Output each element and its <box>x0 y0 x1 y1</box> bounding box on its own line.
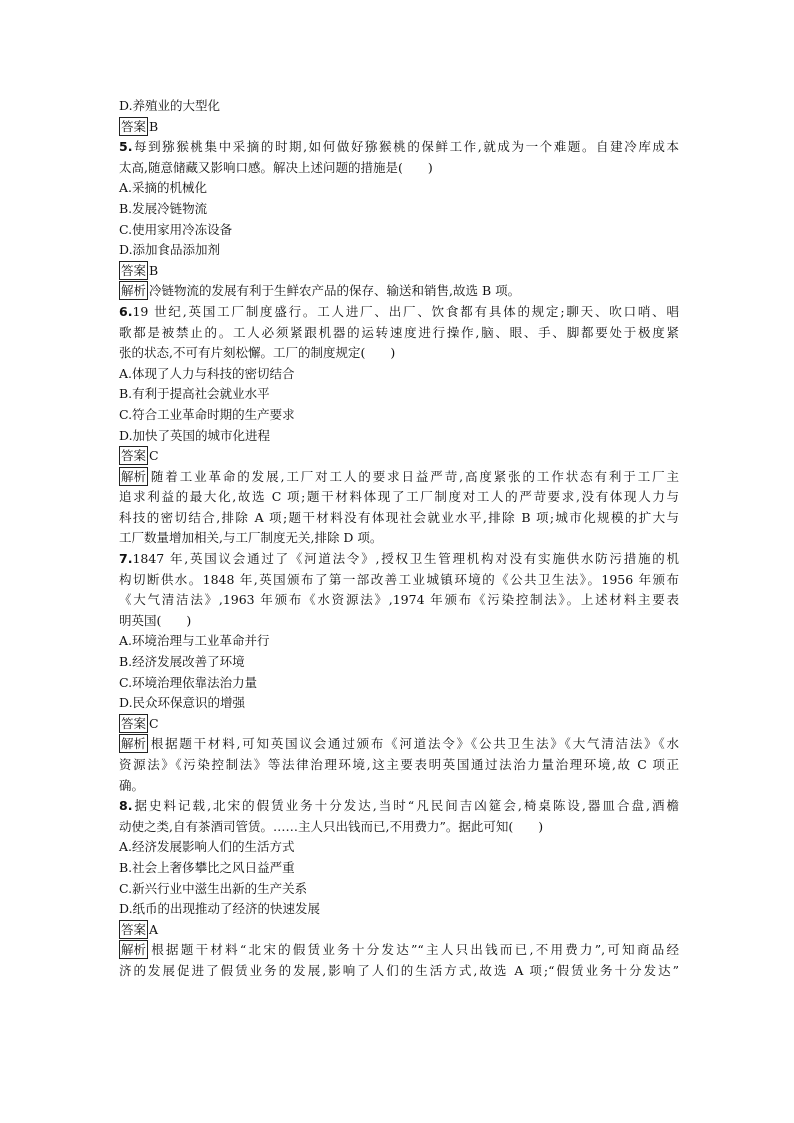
document-page <box>119 96 679 982</box>
question-7-line-2: 构切断供水。1848 年,英国颁布了第一部改善工业城镇环境的《公共卫生法》。1956 年颁布 <box>119 571 679 587</box>
question-7-line-3: 《大气清洁法》,1963 年颁布《水资源法》,1974 年颁布《污染控制法》。上述材料主要表 <box>119 592 679 608</box>
answer-tag: 答案 <box>121 262 147 278</box>
analysis-line: 解析 冷链物流的发展有利于生鲜农产品的保存、输送和销售,故选 B 项。 <box>121 283 521 299</box>
question-5-line-2: 太高,随意储藏又影响口感。解决上述问题的措施是( ) <box>119 159 433 175</box>
analysis-line: 解析 根据题干材料“北宋的假赁业务十分发达”“主人只出钱而已,不用费力”,可知商品经 <box>121 942 679 958</box>
option-d: D.养殖业的大型化 <box>119 98 221 113</box>
analysis-tag: 解析 <box>121 283 147 299</box>
option-b: B.发展冷链物流 <box>119 200 208 216</box>
analysis-line: 资源法》《污染控制法》等法律治理环境,这主要表明英国通过法治力量治理环境,故 C 项正 <box>119 757 679 772</box>
option-d: D.纸币的出现推动了经济的快速发展 <box>119 901 321 917</box>
option-b: B.经济发展改善了环境 <box>119 654 245 670</box>
question-6-line-2: 歌都是被禁止的。工人必须紧跟机器的运转速度进行操作,脑、眼、手、脚都要处于极度紧 <box>119 324 679 340</box>
question-6-line-1: 6.19 世纪,英国工厂制度盛行。工人进厂、出厂、饮食都有具体的规定;聊天、吹口哨、唱 <box>119 303 679 319</box>
option-a: A.环境治理与工业革命并行 <box>119 633 270 649</box>
question-8-line-1: 8.据史料记载,北宋的假赁业务十分发达,当时“凡民间吉凶筵会,椅桌陈设,器皿合盘,酒檐 <box>119 798 679 814</box>
option-c: C.符合工业革命时期的生产要求 <box>119 406 295 422</box>
option-c: C.新兴行业中滋生出新的生产关系 <box>119 880 308 896</box>
answer-value: C <box>149 715 159 731</box>
answer-value: A <box>149 921 159 937</box>
question-number: 7. <box>119 551 133 567</box>
question-7-line-1: 7.1847 年,英国议会通过了《河道法令》,授权卫生管理机构对没有实施供水防污措施的机 <box>119 551 679 567</box>
option-a: A.采摘的机械化 <box>119 180 208 196</box>
option-b: B.有利于提高社会就业水平 <box>119 386 270 402</box>
answer-line <box>119 446 679 467</box>
question-7-line-4: 明英国( ) <box>119 612 192 628</box>
question-number: 5. <box>119 139 133 155</box>
answer-tag: 答案 <box>121 118 147 134</box>
answer-tag: 答案 <box>121 448 147 464</box>
option-d: D.加快了英国的城市化进程 <box>119 427 271 443</box>
analysis-line: 济的发展促进了假赁业务的发展,影响了人们的生活方式,故选 A 项;“假赁业务十分发达” <box>119 962 679 978</box>
question-6-line-3: 张的状态,不可有片刻松懈。工厂的制度规定( ) <box>119 345 396 361</box>
analysis-line: 科技的密切结合,排除 A 项;题干材料没有体现社会就业水平,排除 B 项;城市化规模的扩大与 <box>119 509 679 525</box>
answer-tag: 答案 <box>121 715 147 731</box>
analysis-line: 追求利益的最大化,故选 C 项;题干材料体现了工厂制度对工人的严苛要求,没有体现人力与 <box>119 489 679 505</box>
answer-line <box>119 920 679 941</box>
option-b: B.社会上奢侈攀比之风日益严重 <box>119 859 295 875</box>
analysis-line: 确。 <box>119 777 145 793</box>
answer-line <box>119 117 679 138</box>
question-number: 8. <box>119 798 133 814</box>
answer-tag: 答案 <box>121 921 147 937</box>
analysis-line: 解析 随着工业革命的发展,工厂对工人的要求日益严苛,高度紧张的工作状态有利于工厂主 <box>121 468 679 484</box>
analysis-tag: 解析 <box>121 468 147 484</box>
question-number: 6. <box>119 303 133 319</box>
option-d: D.添加食品添加剂 <box>119 242 221 258</box>
option-d: D.民众环保意识的增强 <box>119 695 246 711</box>
analysis-tag: 解析 <box>121 942 147 958</box>
analysis-tag: 解析 <box>121 736 147 752</box>
option-c: C.环境治理依靠法治力量 <box>119 674 258 690</box>
answer-line <box>119 714 679 735</box>
analysis-line: 工厂数量增加相关,与工厂制度无关,排除 D 项。 <box>119 530 383 546</box>
question-5-line-1: 5.每到猕猴桃集中采摘的时期,如何做好猕猴桃的保鲜工作,就成为一个难题。自建冷库成本 <box>119 139 679 155</box>
option-c: C.使用家用冷冻设备 <box>119 221 233 237</box>
option-a: A.经济发展影响人们的生活方式 <box>119 839 295 855</box>
question-8-line-2: 动使之类,自有茶酒司管赁。……主人只出钱而已,不用费力”。据此可知( ) <box>119 818 544 834</box>
answer-value: C <box>149 448 159 464</box>
answer-value: B <box>149 118 159 134</box>
analysis-line: 解析 根据题干材料,可知英国议会通过颁布《河道法令》《公共卫生法》《大气清洁法》《水 <box>121 736 679 752</box>
answer-value: B <box>149 262 159 278</box>
answer-line <box>119 261 679 282</box>
option-a: A.体现了人力与科技的密切结合 <box>119 365 295 381</box>
